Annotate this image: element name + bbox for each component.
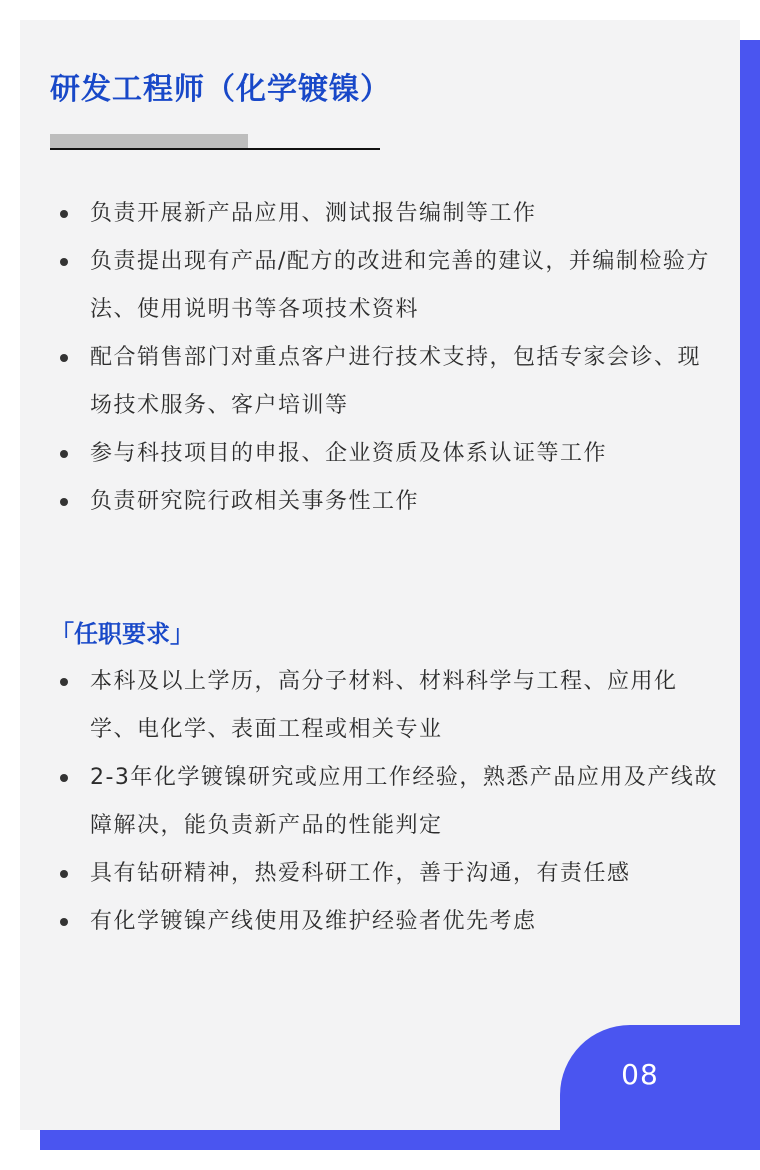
duties-list (58, 190, 718, 526)
page-title: 研发工程师（化学镀镍） (50, 72, 391, 107)
requirement-item: 具有钻研精神，热爱科研工作，善于沟通，有责任感 (58, 850, 718, 898)
title-divider-line (50, 148, 380, 150)
requirement-item: 本科及以上学历，高分子材料、材料科学与工程、应用化学、电化学、表面工程或相关专业 (58, 658, 718, 754)
duty-item: 负责开展新产品应用、测试报告编制等工作 (58, 190, 718, 238)
content-card (20, 20, 740, 1130)
duty-item: 负责提出现有产品/配方的改进和完善的建议，并编制检验方法、使用说明书等各项技术资料 (58, 238, 718, 334)
page-number: 08 (621, 1058, 659, 1091)
requirements-heading: 「任职要求」 (50, 620, 194, 648)
requirement-item: 有化学镀镍产线使用及维护经验者优先考虑 (58, 898, 718, 946)
duty-item: 参与科技项目的申报、企业资质及体系认证等工作 (58, 430, 718, 478)
requirements-list (58, 658, 718, 946)
title-divider-bar (50, 134, 248, 148)
duty-item: 负责研究院行政相关事务性工作 (58, 478, 718, 526)
duty-item: 配合销售部门对重点客户进行技术支持，包括专家会诊、现场技术服务、客户培训等 (58, 334, 718, 430)
requirement-item: 2-3年化学镀镍研究或应用工作经验，熟悉产品应用及产线故障解决，能负责新产品的性能判定 (58, 754, 718, 850)
